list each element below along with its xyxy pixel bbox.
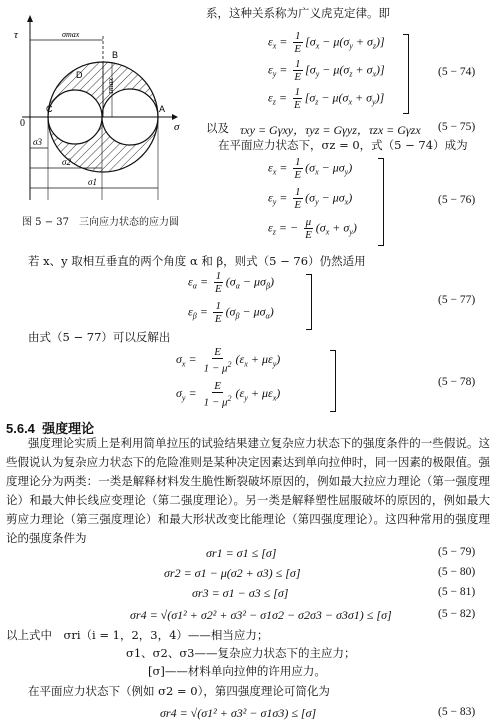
eq-5-75-prefix: 以及 [206,121,229,135]
eq-5-78-number: (5 − 78) [438,376,476,388]
eq-5-83: σr4 = √(σ1² + σ3² − σ1σ3) ≤ [σ] [160,706,317,720]
label-B: B [112,50,119,60]
eq-5-77-number: (5 − 77) [438,294,476,306]
eq-5-81: σr3 = σ1 − σ3 ≤ [σ] [192,586,289,600]
eq-5-76: $\varepsilon_x$ = $\frac{1}{E}$ $(\sigma_x - \mu\sigma_y)$ $\varepsilon_y$ = $\frac{1}{E}$ $(\sigma_y - \mu\sigma_x)$ $\varepsilon_z$ = − $\frac{\mu}{E}$ $(\sigma_x + \sigma_y)$ [268,156,357,241]
figure-caption: 图 5 − 37 三向应力状态的应力圆 [22,217,180,228]
eq-5-75: τxy = Gγxy，τyz = Gγyz，τzx = Gγzx [240,123,421,137]
label-s1: σ1 [88,177,97,187]
eq-5-82-number: (5 − 82) [438,608,476,620]
eq-5-83-number: (5 − 83) [438,706,476,718]
eq-5-79: σr1 = σ1 ≤ [σ] [206,546,277,560]
section-number: 5.6.4 [6,421,35,436]
eq-5-81-number: (5 − 81) [438,586,476,598]
eq-5-76-number: (5 − 76) [438,194,476,206]
eq-5-77: $\varepsilon_\alpha$ = $\frac{1}{E}$ $(\sigma_\alpha - \mu\sigma_\beta)$ $\varepsilon_\beta$ = $\frac{1}{E}$ $(\sigma_\beta - \mu\sigma_\alpha)$ [188,270,274,325]
label-s2: σ2 [62,157,71,167]
label-sigma: σ [174,121,180,133]
eq-5-79-number: (5 − 79) [438,546,476,558]
eq-5-78: $\sigma_x$ = $\frac{E}{1 - \mu^2}$ $(\varepsilon_x + \mu\varepsilon_y)$ $\sigma_y$ = $\frac{E}{1 - \mu^2}$ $(\varepsilon_y + \mu\varepsilon_x)$ [176,346,281,409]
label-D: D [76,70,83,80]
label-smax: σmax [62,30,80,39]
label-tau: τ [14,29,18,41]
plane-stress-text-2: 在平面应力状态下（例如 σ2 = 0），第四强度理论可简化为 [28,684,330,698]
eq-5-74: $\varepsilon_x$ = $\frac{1}{E}$ $[\sigma_x - \mu(\sigma_y + \sigma_z)]$ $\varepsilon_y$ = $\frac{1}{E}$ $[\sigma_y - \mu(\sigma_z + \sigma_x)]$ $\varepsilon_z$ = $\frac{1}{E}$ $[\sigma_z - \mu(\sigma_x + \sigma_y)]$ [268,30,385,111]
eq-5-80-number: (5 − 80) [438,566,476,578]
label-tmax: τmax [106,77,115,94]
eq-5-75-number: (5 − 75) [438,121,476,133]
eq-5-74-number: (5 − 74) [438,66,476,78]
label-origin: 0 [20,118,25,129]
eq-5-80: σr2 = σ1 − μ(σ2 + σ3) ≤ [σ] [164,566,301,580]
where-line-3: [σ]——材料单向拉伸的许用应力。 [148,664,326,678]
plane-stress-text: 在平面应力状态下，σz = 0，式（5 − 74）成为 [218,138,468,152]
strength-theory-paragraph: 强度理论实质上是利用简单拉压的试验结果建立复杂应力状态下的强度条件的一些假说。这些假说认为复杂应力状态下的危险准则是某种决定因素达到单向拉伸时，同一因素的极限值。强度理论分为两类：一类是解释材料发生脆性断裂破坏原因的，例如最大拉应力理论（第一强度理论）和最大伸长线应变理论（第二强度理论）。另一类是解释塑性屈服破坏的原因的，例如最大剪应力理论（第三强度理论）和最大形状改变比能理论（第四强度理论）。这四种常用的强度理论的强度条件为 [6,436,490,545]
stress-circle-figure [0,0,205,215]
sigma-arrow [172,114,178,120]
label-C: C [46,104,53,114]
eq-5-82: σr4 = √(σ1² + σ2² + σ3² − σ1σ2 − σ2σ3 − σ3σ1) ≤ [σ] [130,608,392,622]
where-line-2: σ1、σ2、σ3——复杂应力状态下的主应力； [126,646,356,660]
angle-text: 若 x、y 取相互垂直的两个角度 α 和 β，则式（5 − 76）仍然适用 [28,254,366,268]
label-s3: σ3 [33,137,42,147]
inverse-text: 由式（5 − 77）可以反解出 [28,330,171,344]
section-title: 强度理论 [42,421,95,436]
where-line-1: 以上式中 σri（i = 1，2，3，4）——相当应力； [6,628,269,642]
tau-arrow [27,15,33,22]
intro-text: 系，这种关系称为广义虎克定律。即 [206,6,390,20]
label-A: A [159,104,166,114]
